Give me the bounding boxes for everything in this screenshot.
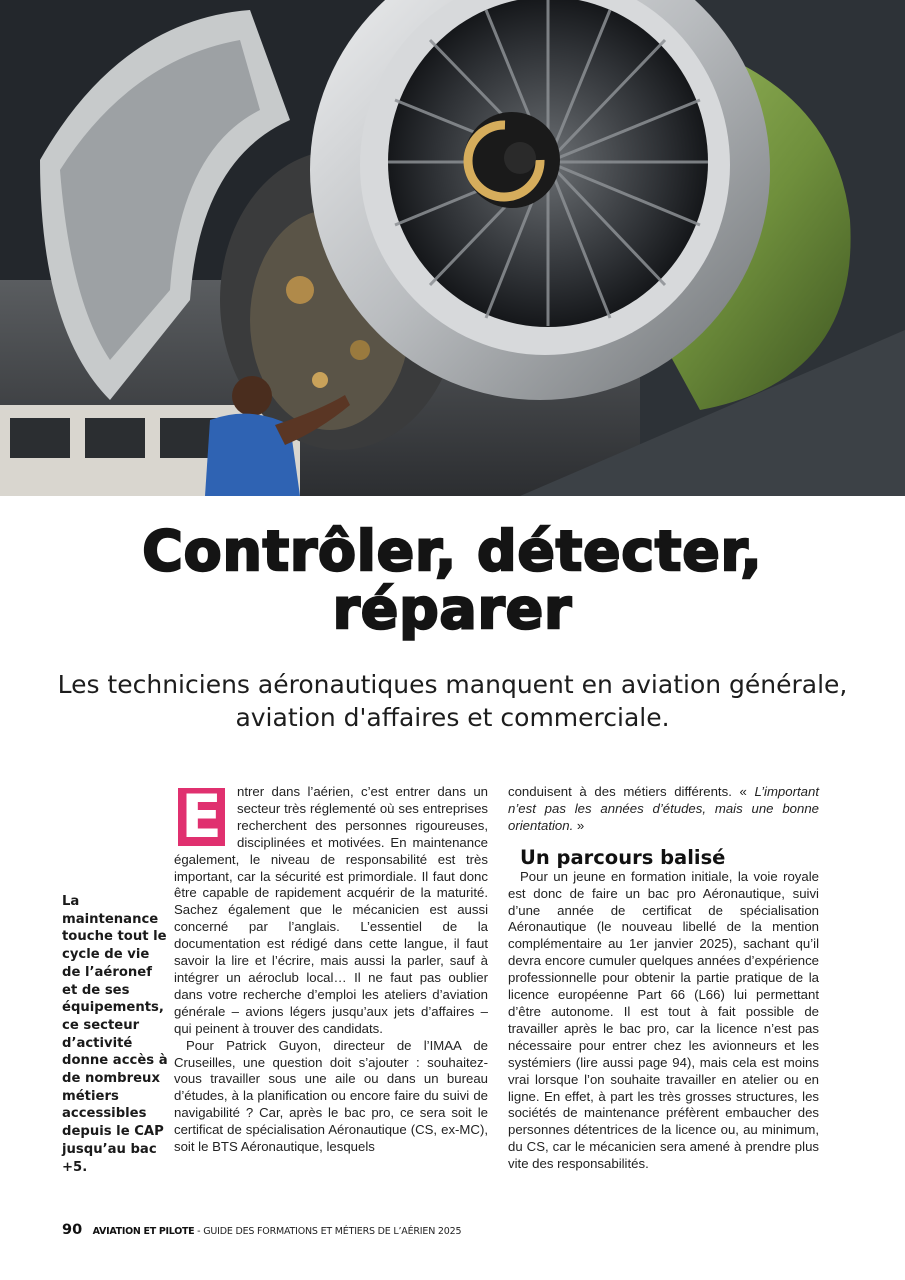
paragraph-3 bbox=[508, 784, 819, 835]
paragraph-1 bbox=[174, 784, 488, 1038]
paragraph-2: Pour Patrick Guyon, directeur de l’IMAA de Cruseilles, une question doit s’ajouter : souhaitez-vous travailler sous une aile ou dans un bureau d’études, à la planification ou encore faire du suivi de navigabilité ? Car, après le bac pro, ce sera soit le certificat de spécialisation Aéronautique (CS, ex-MC), soit le BTS Aéronautique, lesquels bbox=[174, 1037, 488, 1155]
headline bbox=[20, 519, 885, 641]
section-subhead: Un parcours balisé bbox=[520, 845, 726, 869]
paragraph-3-end: » bbox=[573, 817, 585, 833]
paragraph-1-text: ntrer dans l’aérien, c’est entrer dans un secteur très réglementé où ses entreprises recherchent des personnes rigoureuses, disciplinées et motivées. En maintenance également, le niveau de responsabilité est très important, car la sécurité est primordiale. Il faut donc être capable de rapidement acquérir de la maturité. Sachez également que le mécanicien est aussi concerné par l’anglais. L’essentiel de la documentation est rédigé dans cette langue, il faut savoir la lire et l’écrire, mais aussi la parler, sauf à intégrer un aéroclub local… Il ne faut pas oublier dans votre recherche d’emploi les ateliers d’aviation générale – avions légers jusqu’aux jets d’affaires – qui peinent à trouver des candidats. bbox=[174, 784, 488, 1036]
hero-photo bbox=[0, 0, 905, 496]
magazine-name: AVIATION ET PILOTE bbox=[92, 1226, 195, 1237]
pull-quote: L’important n’est pas les années d’études, mais une bonne orientation. bbox=[508, 784, 819, 833]
article-column-2 bbox=[508, 784, 819, 1173]
headline-line-2: réparer bbox=[332, 577, 573, 641]
page-number: 90 bbox=[62, 1222, 83, 1238]
standfirst: Les techniciens aéronautiques manquent en aviation générale, aviation d'affaires et commerciale. bbox=[57, 670, 848, 732]
issue-title: - GUIDE DES FORMATIONS ET MÉTIERS DE L’AÉRIEN 2025 bbox=[194, 1226, 462, 1237]
page-footer bbox=[62, 1221, 822, 1241]
jet-engine-photo-icon bbox=[0, 0, 905, 496]
photo-caption: La maintenance touche tout le cycle de vie de l’aéronef et de ses équipements, ce secteur d’activité donne accès à de nombreux métiers accessibles depuis le CAP jusqu’au bac +5. bbox=[62, 894, 168, 1175]
drop-cap: E bbox=[178, 788, 225, 846]
article-column-1 bbox=[174, 784, 488, 1156]
paragraph-3-start: conduisent à des métiers différents. « bbox=[508, 784, 755, 799]
paragraph-4: Pour un jeune en formation initiale, la voie royale est donc de faire un bac pro Aéronautique, suivi d’une année de certificat de spécialisation Aéronautique (le nouveau libellé de la mention complémentaire au 1er janvier 2025), sachant qu’il devra encore cumuler quelques années d’expérience professionnelle pour obtenir la partie pratique de la licence européenne Part 66 (L66) lui permettant d’être autonome. Il est tout à fait possible de travailler après le bac pro, car la licence n’est pas nécessaire pour entrer chez les avionneurs et les systémiers (lire aussi page 94), mais cela est moins vrai lorsque l’on souhaite travailler en atelier ou en ligne. En effet, à part les très grosses structures, les sociétés de maintenance préfèrent embaucher des personnes détentrices de la licence ou, au minimum, du CS, car le mécanicien sera amené à prendre plus vite des responsabilités. bbox=[508, 868, 819, 1172]
headline-line-1: Contrôler, détecter, bbox=[142, 519, 763, 583]
